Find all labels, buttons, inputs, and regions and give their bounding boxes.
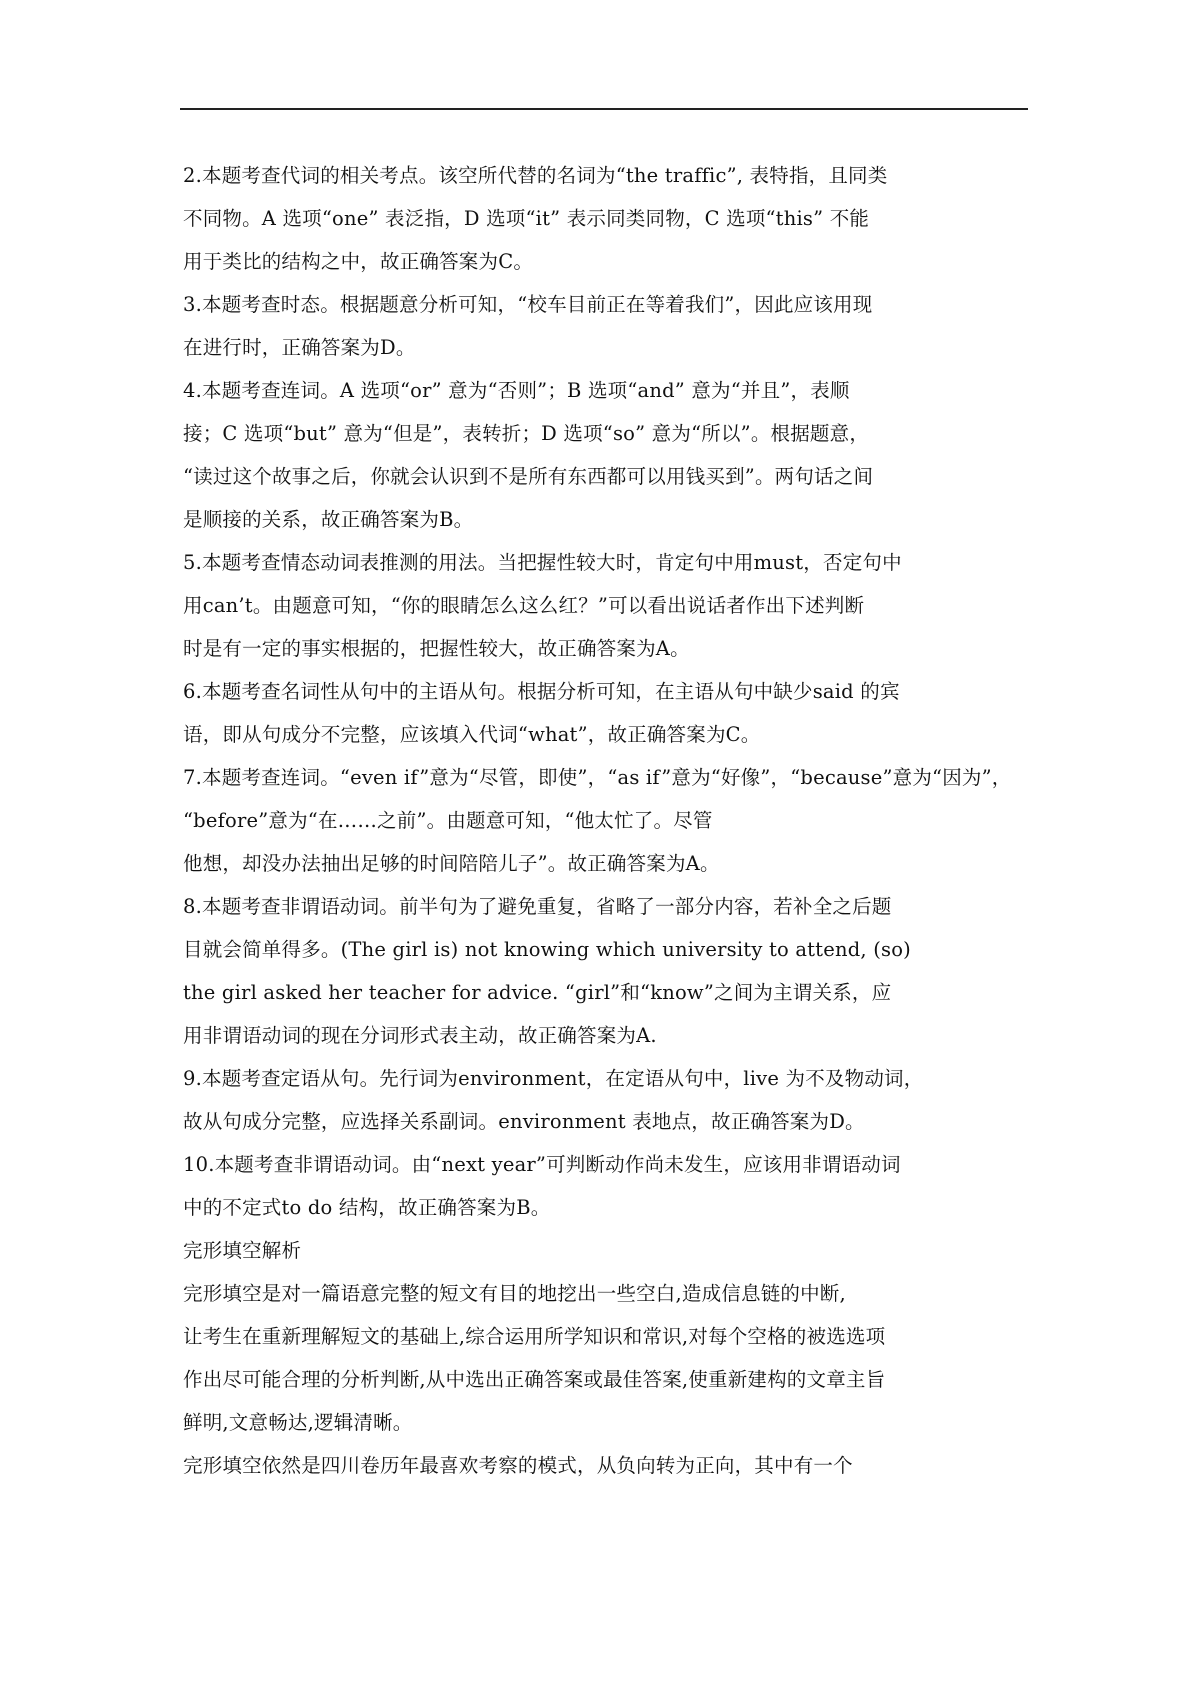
text-line: “before”意为“在……之前”。由题意可知，“他太忙了。尽管 xyxy=(183,809,713,832)
text-line: 用非谓语动词的现在分词形式表主动，故正确答案为A. xyxy=(183,1024,657,1047)
header-rule xyxy=(180,108,1028,110)
text-line: 他想，却没办法抽出足够的时间陪陪儿子”。故正确答案为A。 xyxy=(183,852,720,875)
text-line: 用can’t。由题意可知，“你的眼睛怎么这么红？”可以看出说话者作出下述判断 xyxy=(183,594,865,617)
text-line: 是顺接的关系，故正确答案为B。 xyxy=(183,508,474,531)
text-line: 故从句成分完整，应选择关系副词。environment 表地点，故正确答案为D。 xyxy=(183,1110,865,1133)
text-line: 完形填空依然是四川卷历年最喜欢考察的模式，从负向转为正向，其中有一个 xyxy=(183,1454,853,1477)
text-line: 语，即从句成分不完整，应该填入代词“what”，故正确答案为C。 xyxy=(183,723,761,746)
text-line: 不同物。A 选项“one” 表泛指，D 选项“it” 表示同类同物，C 选项“this” 不能 xyxy=(183,207,870,230)
text-line: 目就会简单得多。(The girl is) not knowing which university to attend, (so) xyxy=(183,938,911,961)
text-line: 完形填空是对一篇语意完整的短文有目的地挖出一些空白,造成信息链的中断, xyxy=(183,1282,846,1305)
text-line: 10.本题考查非谓语动词。由“next year”可判断动作尚未发生，应该用非谓语动词 xyxy=(183,1153,901,1176)
text-line: 用于类比的结构之中，故正确答案为C。 xyxy=(183,250,534,273)
text-line: 接；C 选项“but” 意为“但是”，表转折；D 选项“so” 意为“所以”。根据题意， xyxy=(183,422,870,445)
text-line: 9.本题考查定语从句。先行词为environment，在定语从句中，live 为不及物动词， xyxy=(183,1067,924,1090)
text-line: 中的不定式to do 结构，故正确答案为B。 xyxy=(183,1196,551,1219)
text-line: 6.本题考查名词性从句中的主语从句。根据分析可知，在主语从句中缺少said 的宾 xyxy=(183,680,900,703)
text-line: 4.本题考查连词。A 选项“or” 意为“否则”；B 选项“and” 意为“并且”，表顺 xyxy=(183,379,850,402)
text-line: 8.本题考查非谓语动词。前半句为了避免重复，省略了一部分内容，若补全之后题 xyxy=(183,895,892,918)
text-line: 时是有一定的事实根据的，把握性较大，故正确答案为A。 xyxy=(183,637,690,660)
section-heading: 完形填空解析 xyxy=(183,1239,302,1262)
answer-explanations xyxy=(183,154,1043,1487)
text-line: 5.本题考查情态动词表推测的用法。当把握性较大时，肯定句中用must，否定句中 xyxy=(183,551,902,574)
text-line: 作出尽可能合理的分析判断,从中选出正确答案或最佳答案,使重新建构的文章主旨 xyxy=(183,1368,886,1391)
text-line: 在进行时，正确答案为D。 xyxy=(183,336,416,359)
text-line: 鲜明,文意畅达,逻辑清晰。 xyxy=(183,1411,413,1434)
text-line: “读过这个故事之后，你就会认识到不是所有东西都可以用钱买到”。两句话之间 xyxy=(183,465,874,488)
text-line: 2.本题考查代词的相关考点。该空所代替的名词为“the traffic”, 表特指，且同类 xyxy=(183,164,888,187)
text-line: 3.本题考查时态。根据题意分析可知，“校车目前正在等着我们”，因此应该用现 xyxy=(183,293,873,316)
text-line: 7.本题考查连词。“even if”意为“尽管，即使”，“as if”意为“好像”，“because”意为“因为”， xyxy=(183,766,1012,789)
text-line: the girl asked her teacher for advice. “girl”和“know”之间为主谓关系，应 xyxy=(183,981,892,1004)
text-line: 让考生在重新理解短文的基础上,综合运用所学知识和常识,对每个空格的被选选项 xyxy=(183,1325,886,1348)
